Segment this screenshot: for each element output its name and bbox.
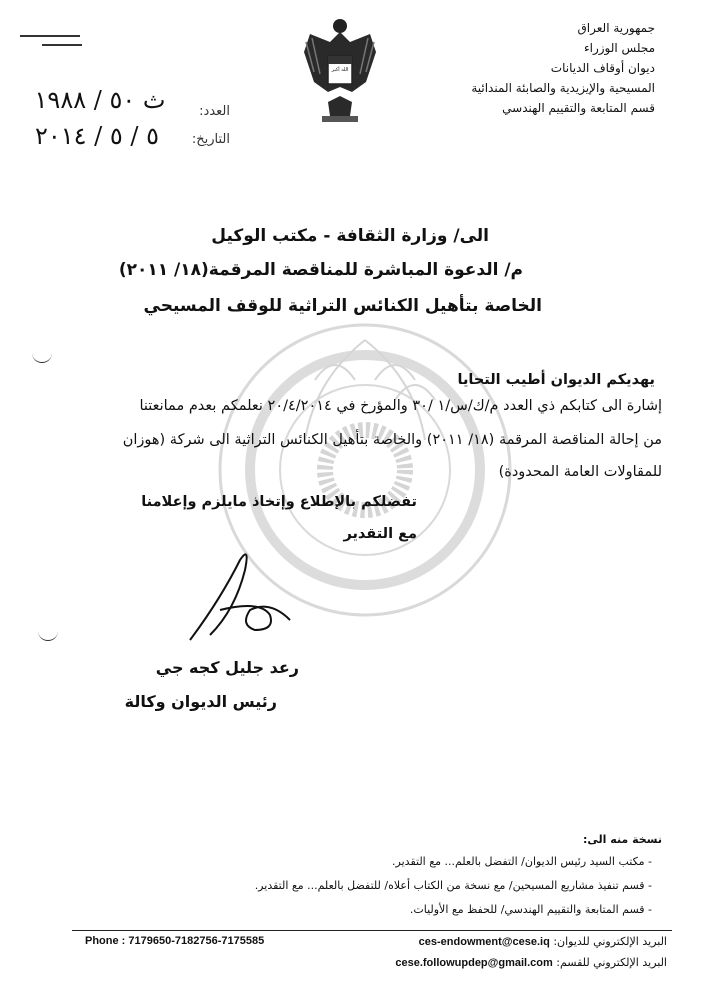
- copies-item: - مكتب السيد رئيس الديوان/ التفضل بالعلم... مع التقدير.: [392, 855, 652, 868]
- footer-phone: Phone : 7179650-7182756-7175585: [85, 935, 265, 947]
- signatory-name: رعد جليل كجه جي: [155, 658, 299, 677]
- signatory-title: رئيس الديوان وكالة: [124, 692, 277, 711]
- handwritten-mark: [42, 44, 82, 46]
- copies-heading: نسخة منه الى:: [583, 833, 662, 846]
- letterhead-line-religions: المسيحية والإيزيدية والصابئة المندائية: [471, 81, 655, 95]
- handwritten-signature: [180, 540, 310, 650]
- footer-email-dept: [327, 956, 667, 969]
- letterhead-line-country: جمهورية العراق: [577, 21, 655, 35]
- body-paragraph-1: إشارة الى كتابكم ذي العدد م/ك/س/١ /٣٠ والمؤرخ في ٢٠/٤/٢٠١٤ نعلمكم بعدم ممانعتنا: [139, 398, 662, 414]
- footer-email-office-value: ces-endowment@cese.iq: [418, 936, 550, 948]
- handwritten-mark: [20, 35, 80, 37]
- copies-item: - قسم المتابعة والتقييم الهندسي/ للحفظ مع الأوليات.: [409, 903, 652, 916]
- number-label: العدد:: [199, 104, 230, 119]
- emblem-text: الله أكبر: [331, 67, 349, 73]
- letterhead-line-department: قسم المتابعة والتقييم الهندسي: [502, 101, 655, 115]
- footer-email-dept-value: cese.followupdep@gmail.com: [395, 957, 553, 969]
- body-paragraph-2: من إحالة المناقصة المرقمة (١٨/ ٢٠١١) والخاصة بتأهيل الكنائس التراثية الى شركة (هوزان: [122, 432, 662, 448]
- body-paragraph-3: للمقاولات العامة المحدودة): [498, 464, 662, 480]
- number-value: ث ٥٠ / ١٩٨٨: [34, 86, 166, 114]
- copies-item: - قسم تنفيذ مشاريع المسيحين/ مع نسخة من الكتاب أعلاه/ للتفضل بالعلم... مع التقدير.: [254, 879, 652, 892]
- punch-hole-mark: [32, 352, 52, 363]
- letterhead: [355, 18, 655, 118]
- letterhead-line-diwan: ديوان أوقاف الديانات: [550, 61, 655, 75]
- copies-list: [132, 850, 652, 922]
- date-label: التاريخ:: [191, 132, 230, 147]
- footer-email-office: [327, 935, 667, 948]
- subject-line: م/ الدعوة المباشرة للمناقصة المرقمة(١٨/ ٢٠١١): [118, 260, 523, 280]
- eagle-emblem-icon: [300, 12, 380, 127]
- footer-email-office-label: البريد الإلكتروني للديوان:: [553, 935, 667, 948]
- footer-email-dept-label: البريد الإلكتروني للقسم:: [556, 956, 667, 969]
- closing-request: تفضلكم بالإطلاع وإتخاذ مايلزم وإعلامنا: [141, 494, 417, 510]
- date-value: ٥ / ٥ / ٢٠١٤: [34, 122, 160, 150]
- recipient-line: الى/ وزارة الثقافة - مكتب الوكيل: [211, 226, 489, 246]
- greeting: يهديكم الديوان أطيب التحايا: [457, 372, 655, 388]
- footer-divider: [72, 930, 672, 931]
- closing-regards: مع التقدير: [343, 526, 417, 542]
- punch-hole-mark: [38, 630, 58, 641]
- subject-line-2: الخاصة بتأهيل الكنائس التراثية للوقف المسيحي: [143, 296, 542, 316]
- letterhead-line-council: مجلس الوزراء: [583, 41, 655, 55]
